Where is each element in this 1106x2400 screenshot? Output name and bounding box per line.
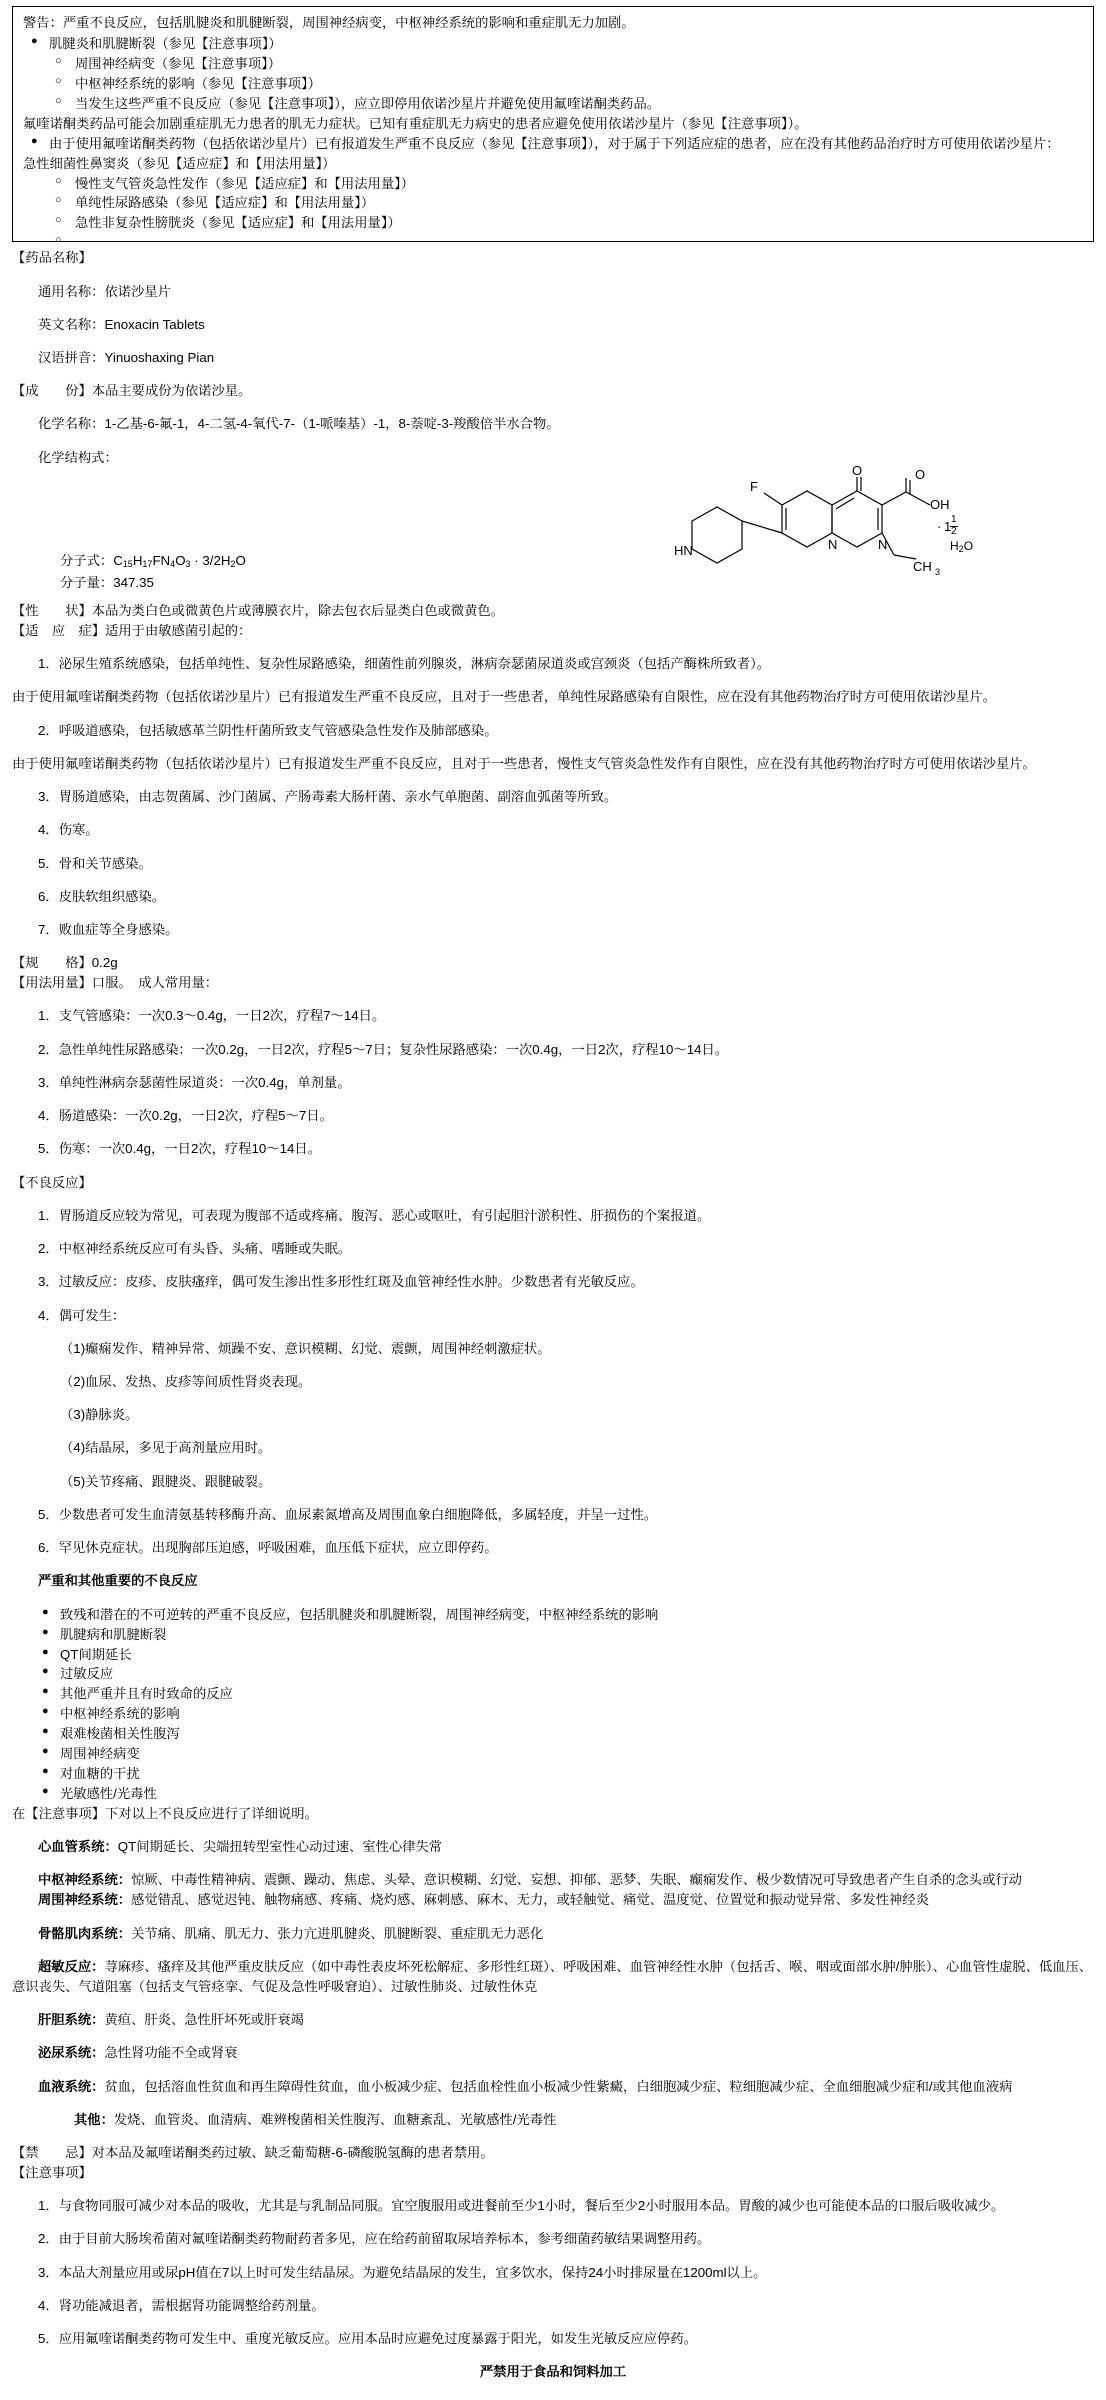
svg-text:·: ·: [937, 518, 942, 534]
serious-adverse-header: 严重和其他重要的不良反应: [38, 1573, 198, 1589]
spec-value: 0.2g: [91, 955, 118, 971]
section-property: [12, 601, 1094, 621]
precaution-item: 5．应用氟喹诺酮类药物可发生中、重度光敏反应。应用本品时应避免过度暴露于阳光，如发生光敏反应应停药。: [38, 2331, 697, 2347]
section-heading-contraindication: 【禁 忌】: [12, 2144, 92, 2160]
svg-text:O: O: [915, 466, 926, 482]
system-text: 惊厥、中毒性精神病、震颤、躁动、焦虑、头晕、意识模糊、幻觉、妄想、抑郁、恶梦、失眠、癫痫发作、极少数情况可导致患者产生自杀的念头或行动: [131, 1872, 1022, 1888]
english-name-label: 英文名称：: [38, 316, 105, 332]
system-row: [12, 1890, 1094, 1910]
system-label: 中枢神经系统：: [38, 1872, 132, 1888]
system-label: 心血管系统：: [38, 1839, 118, 1855]
system-label: 骨骼肌肉系统：: [38, 1925, 132, 1941]
section-contraindication: [12, 2143, 1094, 2163]
contraindication-text: 对本品及氟喹诺酮类药过敏、缺乏葡萄糖-6-磷酸脱氢酶的患者禁用。: [91, 2144, 494, 2160]
svg-text:N: N: [828, 536, 838, 552]
system-row: [12, 2110, 1094, 2130]
dosage-intro: 口服。 成人常用量：: [91, 975, 219, 991]
warning-item: 氟喹诺酮类药品可能会加剧重症肌无力患者的肌无力症状。已知有重症肌无力病史的患者应避免使用依诺沙星片（参见【注意事项】）。: [23, 115, 808, 131]
adverse-subitem: （3)静脉炎。: [60, 1407, 139, 1423]
system-row: [12, 1957, 1094, 1997]
indication-item: 6．皮肤软组织感染。: [38, 888, 166, 904]
section-heading-ingredient: 【成 份】: [12, 383, 92, 399]
adverse-item: 2．中枢神经系统反应可有头昏、头痛、嗜睡或失眠。: [38, 1241, 352, 1257]
system-text: 急性肾功能不全或肾衰: [104, 2045, 238, 2061]
serious-adverse-item: ● 过敏反应: [12, 1664, 1094, 1684]
molecular-formula-row: [12, 551, 246, 572]
serious-adverse-item: ● 对血糖的干扰: [12, 1764, 1094, 1784]
generic-name-label: 通用名称：: [38, 283, 105, 299]
section-heading-property: 【性 状】: [12, 602, 92, 618]
section-heading-dosage: 【用法用量】: [12, 975, 92, 991]
chemical-name: 化学名称：1-乙基-6-氟-1，4-二氢-4-氧代-7-（1-哌嗪基）-1，8-萘啶-3-羧酸倍半水合物。: [38, 416, 560, 432]
system-row: [12, 2010, 1094, 2030]
indication-item: 7．败血症等全身感染。: [38, 922, 179, 937]
section-heading-precaution: 【注意事项】: [12, 2164, 92, 2180]
serious-adverse-item: ● 其他严重并且有时致命的反应: [12, 1684, 1094, 1704]
system-text: 感觉错乱、感觉迟钝、触物痛感、疼痛、烧灼感、麻刺感、麻木、无力，或轻触觉、痛觉、温度觉、位置觉和振动觉异常、多发性神经炎: [131, 1892, 929, 1908]
system-row: [12, 1870, 1094, 1890]
chemical-structure-label: 化学结构式：: [38, 449, 118, 465]
adverse-item: 1．胃肠道反应较为常见，可表现为腹部不适或疼痛、腹泻、恶心或呕吐，有引起胆汁淤积性、肝损伤的个案报道。: [38, 1207, 711, 1223]
molecular-weight-value: 347.35: [113, 574, 154, 590]
section-spec: [12, 953, 1094, 973]
warning-item: ● 由于使用氟喹诺酮类药物（包括依诺沙星片）已有报道发生严重不良反应（参见【注意事项】），对于属于下列适应症的患者，应在没有其他药品治疗时方可使用依诺沙星片：: [23, 134, 1083, 154]
svg-text:HN: HN: [674, 542, 693, 558]
indication-item: 2．呼吸道感染，包括敏感革兰阴性杆菌所致支气管感染急性发作及肺部感染。: [38, 722, 498, 738]
dosage-item: 4．肠道感染：一次0.2g，一日2次，疗程5～7日。: [38, 1108, 333, 1124]
precaution-item: 2．由于目前大肠埃希菌对氟喹诺酮类药物耐药者多见，应在给药前留取尿培养标本，参考细菌药敏结果调整用药。: [38, 2231, 711, 2247]
system-label: 周围神经系统：: [38, 1892, 132, 1908]
svg-text:O: O: [852, 462, 863, 478]
warning-item: ○ 急性非复杂性膀胱炎（参见【适应症】和【用法用量】）: [23, 213, 1083, 233]
system-text: 贫血，包括溶血性贫血和再生障碍性贫血，血小板减少症、包括血栓性血小板减少性紫癜，白细胞减少症、粒细胞减少症、全血细胞减少症和/或其他血液病: [104, 2078, 1013, 2094]
english-name-value: Enoxacin Tablets: [104, 316, 205, 332]
serious-adverse-item: ● 艰难梭菌相关性腹泻: [12, 1724, 1094, 1744]
system-row: [12, 2043, 1094, 2063]
system-label: 泌尿系统：: [38, 2045, 105, 2061]
warning-item: ○ 慢性支气管炎急性发作（参见【适应症】和【用法用量】）: [23, 174, 1083, 194]
adverse-subitem: （1)癫痫发作、精神异常、烦躁不安、意识模糊、幻觉、震颤，周围神经刺激症状。: [60, 1340, 551, 1356]
section-heading-adverse: 【不良反应】: [12, 1174, 92, 1190]
system-text: 发烧、血管炎、血清病、难辨梭菌相关性腹泻、血糖紊乱、光敏感性/光毒性: [113, 2111, 557, 2127]
serious-adverse-note: 在【注意事项】下对以上不良反应进行了详细说明。: [12, 1806, 318, 1821]
svg-text:N: N: [878, 536, 888, 552]
molecular-weight-label: 分子量：: [60, 574, 114, 590]
indication-item: 4．伤寒。: [38, 822, 99, 838]
pinyin-row: [12, 348, 1094, 368]
indication-note: 由于使用氟喹诺酮类药物（包括依诺沙星片）已有报道发生严重不良反应，且对于一些患者，单纯性尿路感染有自限性，应在没有其他药物治疗时方可使用依诺沙星片。: [12, 689, 996, 705]
indication-note: 由于使用氟喹诺酮类药物（包括依诺沙星片）已有报道发生严重不良反应，且对于一些患者，慢性支气管炎急性发作有自限性，应在没有其他药物治疗时方可使用依诺沙星片。: [12, 755, 1036, 771]
footer-note: 严禁用于食品和饲料加工: [479, 2364, 627, 2380]
system-label: 肝胆系统：: [38, 2012, 105, 2028]
precaution-item: 3．本品大剂量应用或尿pH值在7以上时可发生结晶尿。为避免结晶尿的发生，宜多饮水，保持24小时排尿量在1200ml以上。: [38, 2264, 767, 2280]
serious-adverse-item: ● QT间期延长: [12, 1645, 1094, 1665]
serious-adverse-item: ● 光敏感性/光毒性: [12, 1784, 1094, 1804]
system-text: 关节痛、肌痛、肌无力、张力亢进肌腱炎、肌腱断裂、重症肌无力恶化: [131, 1925, 544, 1941]
warning-box: [12, 6, 1094, 242]
adverse-subitem: （4)结晶尿，多见于高剂量应用时。: [60, 1440, 272, 1456]
serious-adverse-list: [12, 1605, 1094, 1804]
system-text: QT间期延长、尖端扭转型室性心动过速、室性心律失常: [117, 1839, 443, 1855]
pinyin-label: 汉语拼音：: [38, 350, 105, 366]
dosage-item: 2．急性单纯性尿路感染：一次0.2g，一日2次，疗程5～7日；复杂性尿路感染：一次0.4g，一日2次，疗程10～14日。: [38, 1041, 729, 1057]
svg-text:CH: CH: [913, 558, 932, 574]
molecular-weight-row: [12, 573, 154, 593]
molecular-formula-label: 分子式：: [60, 552, 114, 568]
adverse-item: 6．罕见休克症状。出现胸部压迫感，呼吸困难，血压低下症状，应立即停药。: [38, 1540, 498, 1556]
serious-adverse-item: ● 致残和潜在的不可逆转的严重不良反应，包括肌腱炎和肌腱断裂，周围神经病变，中枢神经系统的影响: [12, 1605, 1094, 1625]
adverse-item: 3．过敏反应：皮疹、皮肤瘙痒，偶可发生渗出性多形性红斑及血管神经性水肿。少数患者有光敏反应。: [38, 1274, 644, 1290]
section-indication: [12, 621, 1094, 641]
adverse-item: 5．少数患者可发生血清氨基转移酶升高、血尿素氮增高及周围血象白细胞降低，多属轻度，并呈一过性。: [38, 1506, 658, 1522]
pinyin-value: Yinuoshaxing Pian: [104, 350, 215, 366]
molecular-formula-value: $C_{15}H_{17}FN_4O_3 \cdot 3/2H_2O$: [113, 552, 246, 569]
system-row: [12, 1924, 1094, 1944]
section-ingredient: [12, 381, 1094, 401]
section-heading-indication: 【适 应 症】: [12, 622, 106, 638]
serious-adverse-item: ● 肌腱病和肌腱断裂: [12, 1625, 1094, 1645]
ingredient-text: 本品主要成份为依诺沙星。: [91, 383, 252, 399]
svg-text:OH: OH: [930, 496, 950, 512]
svg-text:1: 1: [944, 518, 952, 534]
serious-adverse-item: ● 周围神经病变: [12, 1744, 1094, 1764]
warning-item: ● 肌腱炎和肌腱断裂（参见【注意事项】）: [23, 34, 1083, 54]
section-heading-spec: 【规 格】: [12, 955, 92, 971]
system-label: 超敏反应：: [38, 1958, 105, 1974]
warning-list: [23, 34, 1083, 233]
indication-item: 3．胃肠道感染，由志贺菌属、沙门菌属、产肠毒素大肠杆菌、亲水气单胞菌、副溶血弧菌等所致。: [38, 789, 618, 805]
english-name-row: [12, 315, 1094, 335]
dosage-item: 1．支气管感染：一次0.3～0.4g，一日2次，疗程7～14日。: [38, 1008, 386, 1024]
system-row: [12, 1837, 1094, 1857]
warning-item: ○ 周围神经病变（参见【注意事项】）: [23, 54, 1083, 74]
warning-intro: 警告：严重不良反应，包括肌腱炎和肌腱断裂，周围神经病变，中枢神经系统的影响和重症肌无力加剧。: [23, 15, 635, 30]
adverse-subitem: （2)血尿、发热、皮疹等间质性肾炎表现。: [60, 1373, 312, 1389]
generic-name-row: [12, 282, 1094, 302]
system-text: 荨麻疹、瘙痒及其他严重皮肤反应（如中毒性表皮坏死松解症、多形性红斑）、呼吸困难、血管神经性水肿（包括舌、喉、咽或面部水肿/肿胀）、心血管性虚脱、低血压、意识丧失、气道阻塞（包括支气管痉挛、气促及急性呼吸窘迫）、过敏性肺炎、过敏性休克: [12, 1958, 1093, 1994]
indication-intro: 适用于由敏感菌引起的：: [105, 622, 252, 638]
svg-text:3: 3: [935, 566, 941, 577]
section-dosage: [12, 973, 1094, 993]
molecule-diagram: F O O OH HN CH 3 N N · 1 $\frac{1}{2}H_2O$: [674, 462, 974, 577]
section-heading-name: 【药品名称】: [12, 250, 92, 266]
warning-item: 急性细菌性鼻窦炎（参见【适应症】和【用法用量】）: [23, 155, 336, 171]
precaution-item: 4．肾功能减退者，需根据肾功能调整给药剂量。: [38, 2297, 325, 2313]
warning-item: ○ 单纯性尿路感染（参见【适应症】和【用法用量】）: [23, 193, 1083, 213]
svg-text:F: F: [750, 478, 758, 494]
system-label: 血液系统：: [38, 2078, 105, 2094]
indication-item: 1．泌尿生殖系统感染，包括单纯性、复杂性尿路感染，细菌性前列腺炎，淋病奈瑟菌尿道炎或宫颈炎（包括产酶株所致者）。: [38, 656, 771, 672]
serious-adverse-item: ● 中枢神经系统的影响: [12, 1704, 1094, 1724]
warning-item: ○ 中枢神经系统的影响（参见【注意事项】）: [23, 74, 1083, 94]
warning-item: ○ 当发生这些严重不良反应（参见【注意事项】），应立即停用依诺沙星片并避免使用氟喹诺酮类药品。: [23, 94, 1083, 114]
adverse-subitem: （5)关节疼痛、跟腱炎、跟腱破裂。: [60, 1473, 272, 1489]
generic-name-value: 依诺沙星片: [104, 283, 171, 299]
adverse-item: 4．偶可发生：: [38, 1307, 126, 1323]
dosage-item: 3．单纯性淋病奈瑟菌性尿道炎：一次0.4g，单剂量。: [38, 1074, 351, 1090]
system-row: [12, 2077, 1094, 2097]
precaution-item: 1．与食物同服可减少对本品的吸收，尤其是与乳制品同服。宜空腹服用或进餐前至少1小时，餐后至少2小时服用本品。胃酸的减少也可能使本品的口服后吸收减少。: [38, 2198, 1005, 2214]
dosage-item: 5．伤寒：一次0.4g，一日2次，疗程10～14日。: [38, 1141, 321, 1157]
indication-item: 5．骨和关节感染。: [38, 855, 152, 871]
property-text: 本品为类白色或微黄色片或薄膜衣片，除去包衣后显类白色或微黄色。: [91, 602, 504, 618]
system-label: 其他：: [74, 2111, 114, 2127]
chemical-structure-figure: [12, 462, 1094, 601]
system-text: 黄疸、肝炎、急性肝坏死或肝衰竭: [104, 2012, 304, 2028]
